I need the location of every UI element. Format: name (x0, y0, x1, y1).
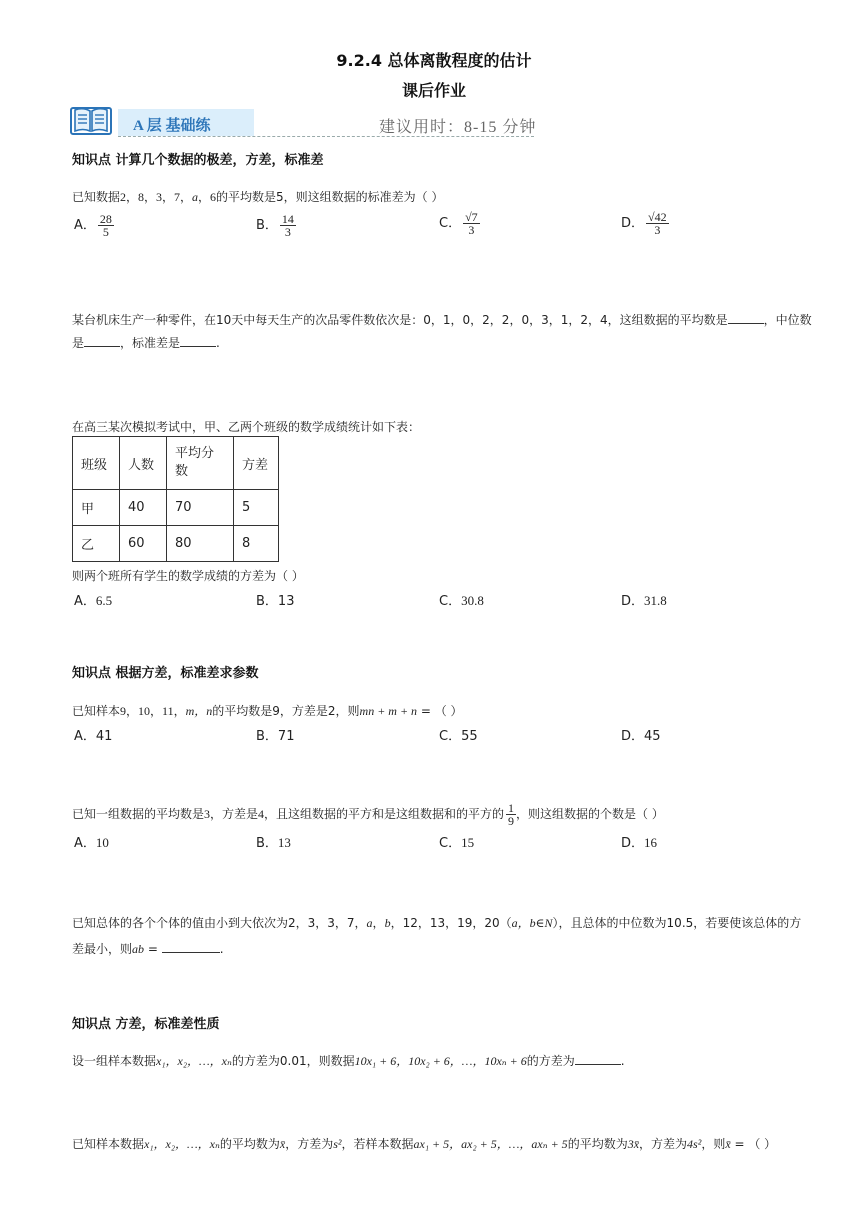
q8-lhs: x̄ (725, 1137, 731, 1151)
q5-option-b[interactable] (256, 832, 291, 851)
q8-expr: ax₁ + 5，ax₂ + 5，…，axₙ + 5 (413, 1137, 568, 1151)
option-letter: D． (621, 216, 645, 231)
q4-prefix: 已知样本 (72, 704, 121, 718)
page-subtitle: 课后作业 (401, 81, 466, 100)
question-3-text: 则两个班所有学生的数学成绩的方差为（ ） (72, 569, 304, 583)
option-letter: C． (439, 594, 462, 609)
q6-text-3: ），且总体的中位数为10.5，若要使该总体的方 (552, 916, 802, 930)
question-7 (72, 1052, 625, 1069)
q8-mean2: 3x̄ (627, 1137, 640, 1151)
q8-mid4: 的平均数为 (567, 1137, 628, 1151)
option-value: 10 (95, 835, 109, 850)
q1-option-a[interactable] (74, 213, 114, 238)
numerator: 14 (281, 212, 294, 226)
q6-text-2: ，12，13，19，20（ (390, 916, 512, 930)
table-cell: 60 (120, 526, 167, 562)
q3-option-a[interactable] (74, 590, 112, 609)
q5-option-a[interactable] (74, 832, 109, 851)
q4-suffix: = （ ） (417, 704, 463, 718)
q8-mid6: ，则 (701, 1137, 726, 1151)
table-row (73, 490, 279, 526)
q4-middle: 的平均数是9，方差是2，则 (212, 704, 360, 718)
answer-blank-3[interactable] (180, 346, 216, 347)
q8-suffix: = （ ） (730, 1137, 777, 1151)
denominator: 9 (508, 814, 515, 828)
denominator: 3 (284, 225, 291, 239)
answer-blank-5[interactable] (575, 1064, 621, 1065)
level-label: A 层 基础练 (133, 118, 211, 134)
q5-suffix: ，则这组数据的个数是（ ） (516, 807, 664, 821)
q8-vars: x₁，x₂，…，xₙ (144, 1137, 220, 1151)
q6-text: 已知总体的各个个体的值由小到大依次为2，3，3，7， (72, 916, 367, 930)
option-value: 6.5 (95, 593, 113, 608)
option-value: 71 (277, 729, 295, 744)
answer-blank-2[interactable] (84, 346, 120, 347)
table-row (73, 526, 279, 562)
option-letter: A． (74, 836, 96, 851)
book-icon (70, 104, 112, 136)
q4-option-d[interactable] (621, 725, 661, 744)
q5-option-d[interactable] (621, 832, 657, 851)
q6-eq: = (144, 942, 162, 956)
q2-text: 某台机床生产一种零件，在10天中每天生产的次品零件数依次是：0，1，0，2，2，0，3，1，2，4，这组数据的平均数是 (72, 313, 728, 327)
q3-option-b[interactable] (256, 590, 294, 609)
q1-suffix: 的平均数是5，则这组数据的标准差为（ ） (216, 190, 444, 204)
option-letter: C． (439, 216, 462, 231)
table-cell: 8 (234, 526, 279, 562)
q2-text-3: 是 (72, 336, 85, 350)
q7-vars: x₁，x₂，…，xₙ (156, 1054, 232, 1068)
q4-vars: m，n (185, 704, 213, 718)
option-letter: D． (621, 836, 645, 851)
numerator: √42 (648, 210, 667, 224)
option-letter: A． (74, 729, 96, 744)
fraction (280, 213, 296, 238)
q4-expr: mn + m + n (359, 704, 418, 718)
answer-blank-4[interactable] (162, 952, 220, 953)
q3-option-c[interactable] (439, 590, 484, 609)
q6-text-4: 差最小，则 (72, 942, 133, 956)
numerator: √7 (465, 210, 478, 224)
q5-prefix: 已知一组数据的平均数是 (72, 807, 205, 821)
page-title: 9.2.4 总体离散程度的估计 (336, 51, 532, 70)
q2-text-2: ，中位数 (763, 313, 812, 327)
q5-option-c[interactable] (439, 832, 474, 851)
option-letter: C． (439, 836, 462, 851)
q1-data2: ，6 (198, 190, 217, 204)
question-2-line-2 (72, 334, 220, 351)
option-value: 31.8 (644, 593, 667, 608)
table-header-cell: 班级 (73, 437, 120, 490)
q8-mid5: ，方差为 (639, 1137, 688, 1151)
option-value: 41 (95, 729, 113, 744)
table-cell: 甲 (73, 490, 120, 526)
question-8 (72, 1135, 776, 1152)
question-6-line-1 (72, 914, 801, 931)
q1-option-d[interactable] (621, 211, 669, 236)
q4-data: 9，10，11， (120, 704, 186, 718)
question-6-line-2 (72, 940, 224, 957)
q7-suffix: 的方差为 (526, 1054, 575, 1068)
q1-prefix: 已知数据 (72, 190, 121, 204)
q1-option-b[interactable] (256, 213, 296, 238)
option-value: 55 (461, 729, 478, 744)
q2-text-4: ，标准差是 (120, 336, 181, 350)
q7-end: . (620, 1054, 625, 1068)
denominator: 3 (654, 223, 661, 237)
table-cell: 5 (234, 490, 279, 526)
table-header-cell: 方差 (234, 437, 279, 490)
numerator: 1 (508, 801, 515, 815)
numerator: 28 (99, 212, 112, 226)
option-letter: B． (256, 836, 278, 851)
option-value: 13 (277, 835, 291, 850)
q1-option-c[interactable] (439, 211, 480, 236)
q6-var-ab: ab (132, 942, 145, 956)
option-value: 16 (644, 835, 658, 850)
denominator: 3 (468, 223, 475, 237)
q8-var: s² (333, 1137, 342, 1151)
option-value: 13 (277, 594, 295, 609)
option-letter: B． (256, 594, 278, 609)
section-title-3: 知识点 方差，标准差性质 (72, 1017, 220, 1032)
option-value: 30.8 (461, 593, 484, 608)
banner-divider (118, 136, 534, 137)
denominator: 5 (102, 225, 109, 239)
q8-mid3: ，若样本数据 (341, 1137, 414, 1151)
question-3-intro: 在高三某次模拟考试中，甲、乙两个班级的数学成绩统计如下表： (72, 420, 421, 434)
option-letter: B． (256, 218, 278, 233)
question-2-line-1 (72, 311, 812, 328)
table-cell: 40 (120, 490, 167, 526)
table-cell: 70 (167, 490, 234, 526)
option-letter: D． (621, 729, 645, 744)
question-5 (72, 802, 664, 827)
q6-condition: a，b∈N (511, 916, 553, 930)
fraction (463, 211, 480, 236)
q4-option-b[interactable] (256, 725, 294, 744)
table-header-cell: 平均分数 (167, 437, 234, 490)
option-letter: A． (74, 218, 96, 233)
q6-text-end: . (219, 942, 224, 956)
q8-mid2: ，方差为 (285, 1137, 334, 1151)
answer-blank-1[interactable] (728, 323, 764, 324)
q8-prefix: 已知样本数据 (72, 1137, 145, 1151)
q8-var2: 4s² (687, 1137, 702, 1151)
q7-prefix: 设一组样本数据 (72, 1054, 157, 1068)
question-4 (72, 702, 463, 719)
score-table (72, 436, 279, 562)
q7-expr: 10x₁ + 6，10x₂ + 6，…，10xₙ + 6 (354, 1054, 527, 1068)
q6-var-a: a (366, 916, 373, 930)
option-letter: C． (439, 729, 462, 744)
q4-option-c[interactable] (439, 725, 478, 744)
q8-mean: x̄ (279, 1137, 286, 1151)
option-value: 15 (461, 835, 475, 850)
table-header-row (73, 437, 279, 490)
time-label: 建议用时：8-15 分钟 (379, 119, 537, 136)
q5-var: 4 (258, 807, 265, 821)
q3-option-d[interactable] (621, 590, 667, 609)
section-title-1: 知识点 计算几个数据的极差，方差，标准差 (72, 153, 324, 168)
q7-mid: 的方差为0.01，则数据 (231, 1054, 355, 1068)
table-cell: 乙 (73, 526, 120, 562)
table-header-cell: 人数 (120, 437, 167, 490)
question-1 (72, 188, 444, 205)
option-letter: D． (621, 594, 645, 609)
section-title-2: 知识点 根据方差，标准差求参数 (72, 666, 259, 681)
option-letter: A． (74, 594, 96, 609)
q1-data: 2，8，3，7， (120, 190, 193, 204)
q2-text-end: . (216, 336, 220, 350)
fraction (98, 213, 114, 238)
option-value: 45 (644, 729, 661, 744)
q4-option-a[interactable] (74, 725, 112, 744)
q1-var: a (192, 190, 199, 204)
q5-mid2: ，且这组数据的平方和是这组数据和的平方的 (264, 807, 505, 821)
q5-mid1: ，方差是 (210, 807, 259, 821)
fraction (646, 211, 669, 236)
q6-var-b: b (384, 916, 391, 930)
option-letter: B． (256, 729, 278, 744)
q8-mid1: 的平均数为 (219, 1137, 280, 1151)
q6-sep: ， (372, 916, 385, 930)
q5-mean: 3 (204, 807, 211, 821)
table-cell: 80 (167, 526, 234, 562)
fraction (506, 802, 516, 827)
